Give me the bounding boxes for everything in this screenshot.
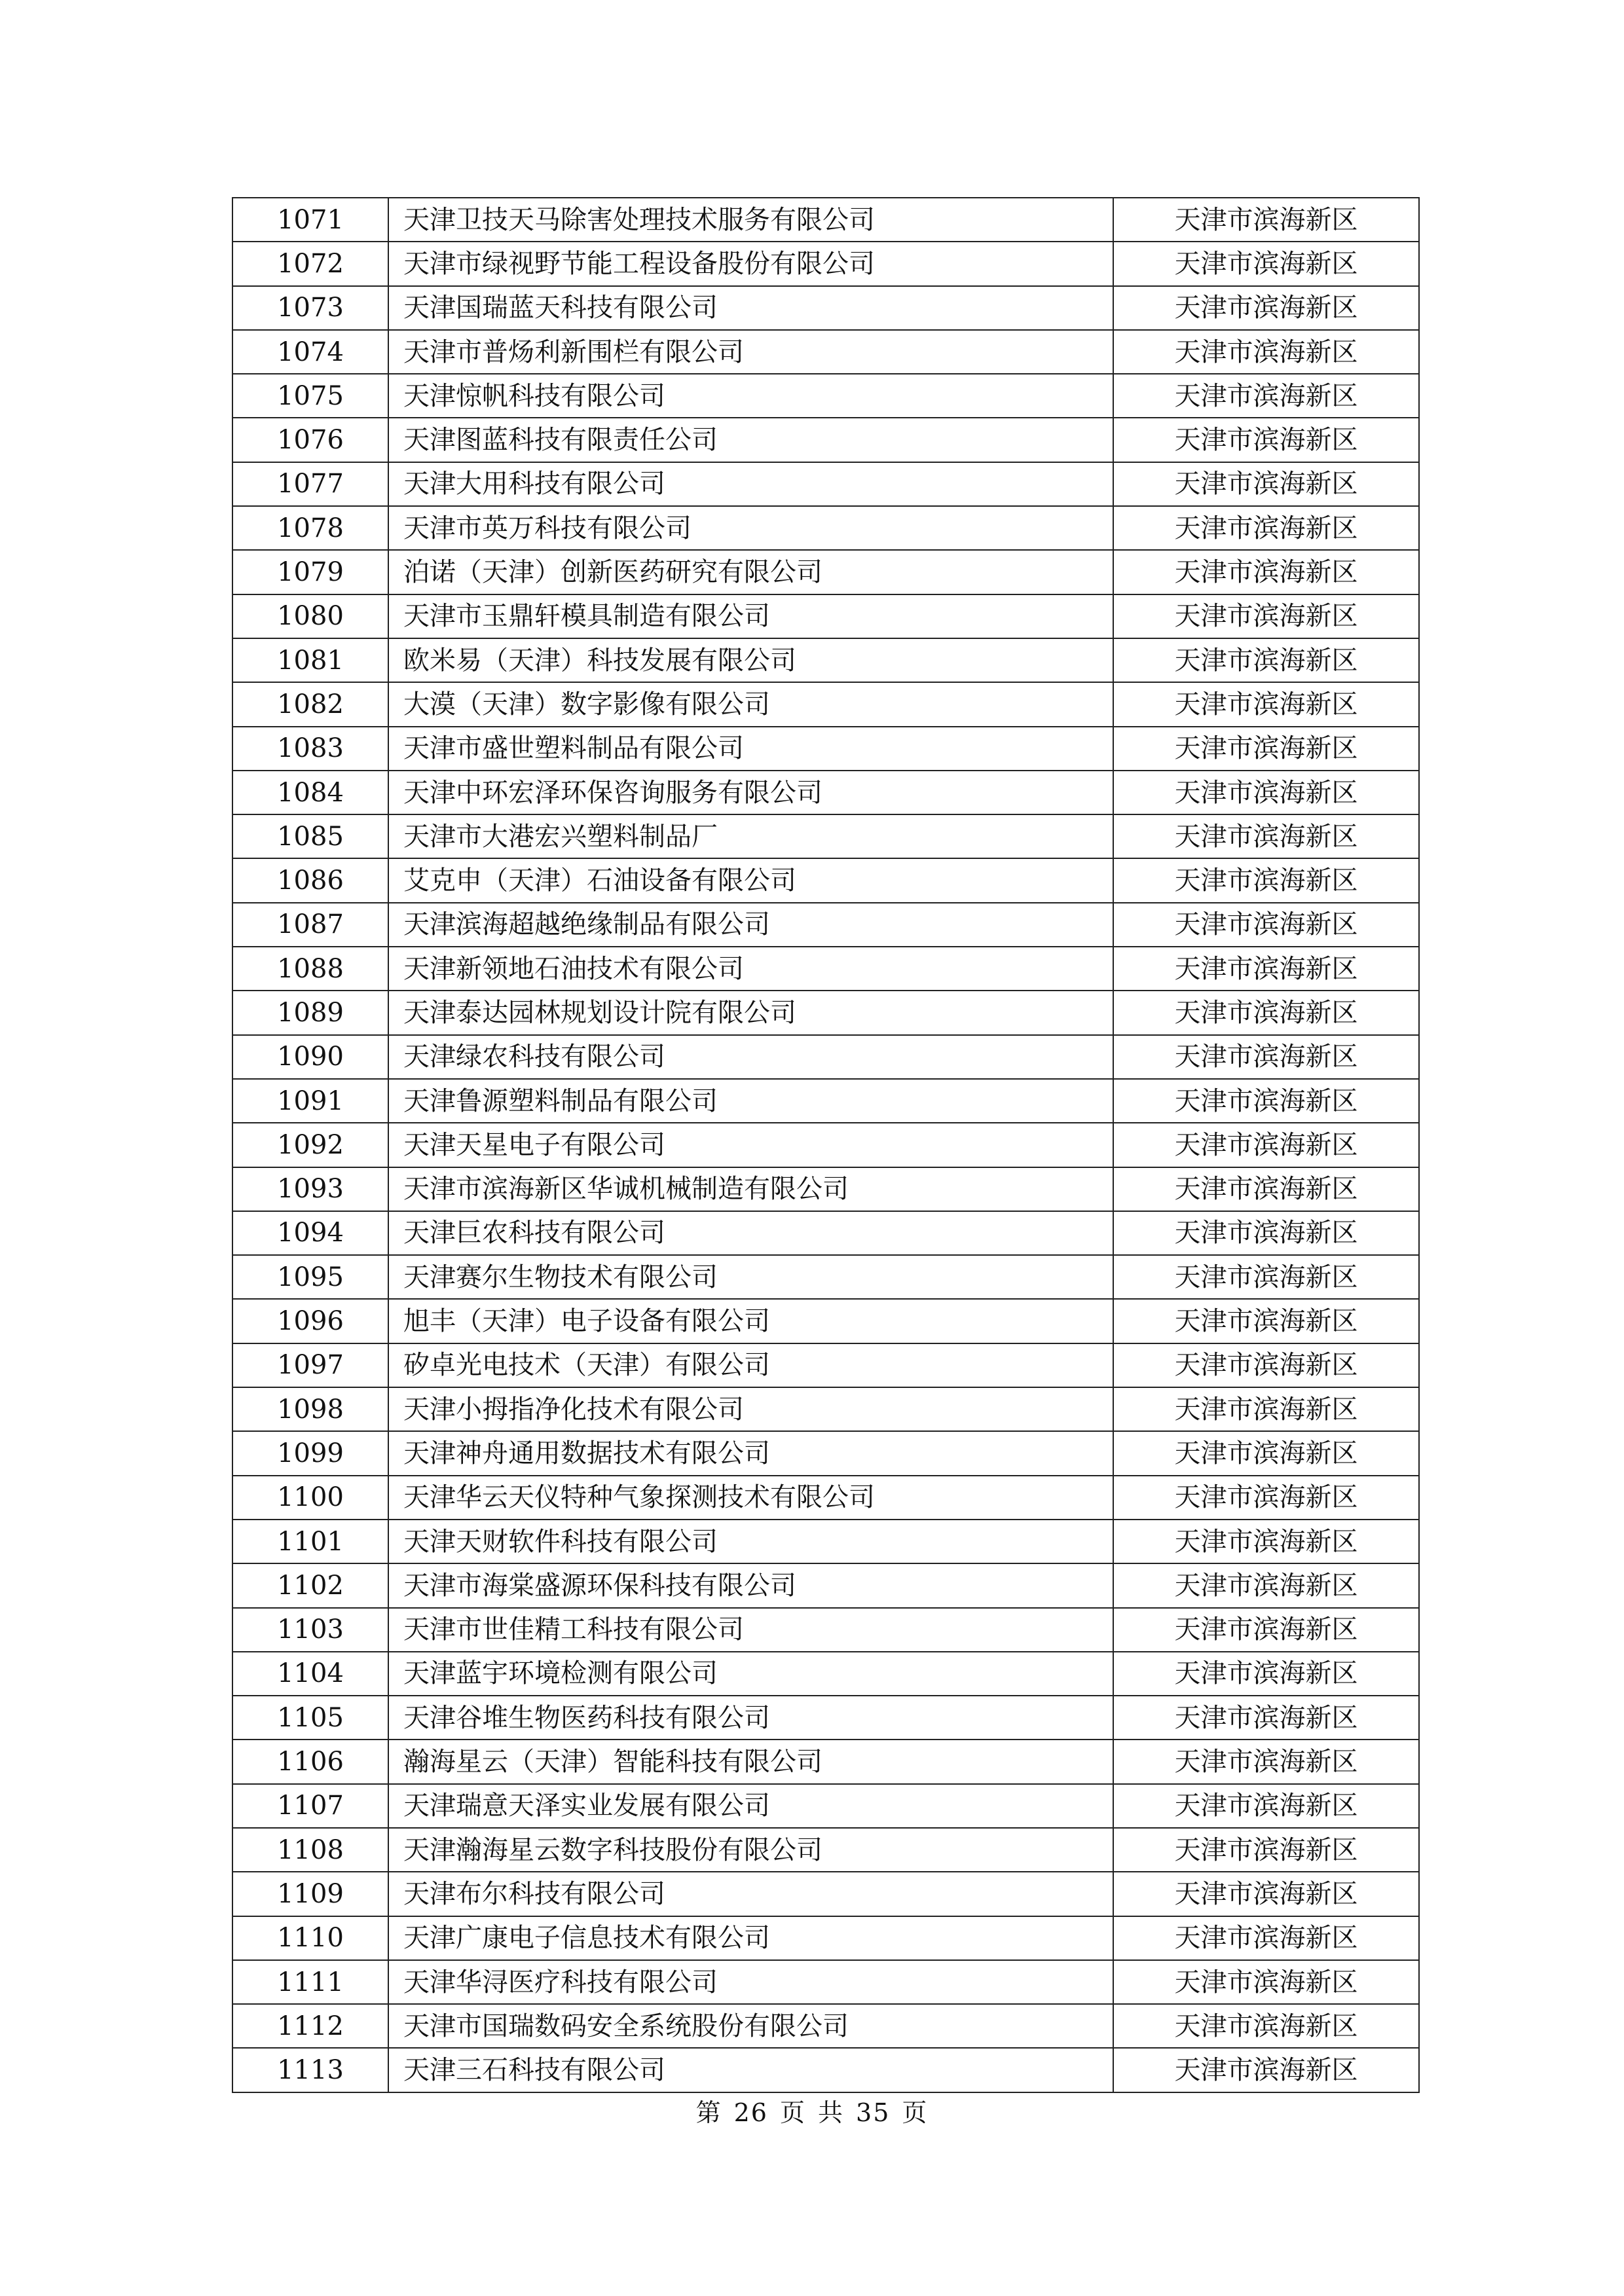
district-cell: 天津市滨海新区 — [1113, 858, 1419, 902]
company-name-cell: 天津新领地石油技术有限公司 — [388, 947, 1113, 991]
table-row — [232, 1167, 1419, 1211]
table-row — [232, 506, 1419, 550]
page-footer — [0, 2092, 1624, 2128]
row-number-cell: 1071 — [232, 198, 388, 242]
footer-prefix: 第 — [695, 2098, 722, 2127]
row-number-cell: 1087 — [232, 903, 388, 947]
company-name-cell: 天津图蓝科技有限责任公司 — [388, 418, 1113, 462]
company-name-cell: 天津市英万科技有限公司 — [388, 506, 1113, 550]
row-number-cell: 1084 — [232, 771, 388, 814]
table-body — [232, 198, 1419, 2092]
district-cell: 天津市滨海新区 — [1113, 727, 1419, 771]
table-row — [232, 947, 1419, 991]
table-row — [232, 771, 1419, 814]
district-cell: 天津市滨海新区 — [1113, 1387, 1419, 1431]
district-cell: 天津市滨海新区 — [1113, 1563, 1419, 1607]
table-row — [232, 242, 1419, 285]
footer-page-word: 页 — [779, 2098, 806, 2127]
row-number-cell: 1099 — [232, 1431, 388, 1475]
row-number-cell: 1079 — [232, 550, 388, 594]
company-name-cell: 天津绿农科技有限公司 — [388, 1035, 1113, 1079]
row-number-cell: 1102 — [232, 1563, 388, 1607]
district-cell: 天津市滨海新区 — [1113, 771, 1419, 814]
row-number-cell: 1100 — [232, 1476, 388, 1520]
company-name-cell: 天津滨海超越绝缘制品有限公司 — [388, 903, 1113, 947]
table-row — [232, 550, 1419, 594]
table-row — [232, 330, 1419, 374]
row-number-cell: 1095 — [232, 1255, 388, 1299]
company-list-table — [232, 197, 1420, 2093]
company-name-cell: 泊诺（天津）创新医药研究有限公司 — [388, 550, 1113, 594]
table-row — [232, 418, 1419, 462]
row-number-cell: 1101 — [232, 1520, 388, 1563]
district-cell: 天津市滨海新区 — [1113, 1960, 1419, 2004]
table-row — [232, 2048, 1419, 2092]
row-number-cell: 1077 — [232, 462, 388, 506]
company-name-cell: 天津市盛世塑料制品有限公司 — [388, 727, 1113, 771]
district-cell: 天津市滨海新区 — [1113, 1696, 1419, 1740]
table-row — [232, 682, 1419, 726]
table-row — [232, 1211, 1419, 1255]
company-name-cell: 天津谷堆生物医药科技有限公司 — [388, 1696, 1113, 1740]
district-cell: 天津市滨海新区 — [1113, 638, 1419, 682]
district-cell: 天津市滨海新区 — [1113, 1828, 1419, 1872]
district-cell: 天津市滨海新区 — [1113, 418, 1419, 462]
company-name-cell: 天津鲁源塑料制品有限公司 — [388, 1079, 1113, 1123]
company-name-cell: 天津赛尔生物技术有限公司 — [388, 1255, 1113, 1299]
table-row — [232, 814, 1419, 858]
table-row — [232, 1255, 1419, 1299]
company-name-cell: 天津神舟通用数据技术有限公司 — [388, 1431, 1113, 1475]
company-name-cell: 天津泰达园林规划设计院有限公司 — [388, 991, 1113, 1034]
table-row — [232, 286, 1419, 330]
company-name-cell: 天津瑞意天泽实业发展有限公司 — [388, 1784, 1113, 1828]
company-name-cell: 天津市普炀利新围栏有限公司 — [388, 330, 1113, 374]
row-number-cell: 1104 — [232, 1652, 388, 1696]
company-name-cell: 天津市玉鼎轩模具制造有限公司 — [388, 594, 1113, 638]
table-row — [232, 1740, 1419, 1783]
row-number-cell: 1112 — [232, 2004, 388, 2048]
company-name-cell: 天津市海棠盛源环保科技有限公司 — [388, 1563, 1113, 1607]
district-cell: 天津市滨海新区 — [1113, 682, 1419, 726]
company-name-cell: 天津市国瑞数码安全系统股份有限公司 — [388, 2004, 1113, 2048]
table-row — [232, 727, 1419, 771]
row-number-cell: 1076 — [232, 418, 388, 462]
table-row — [232, 1343, 1419, 1387]
district-cell: 天津市滨海新区 — [1113, 330, 1419, 374]
row-number-cell: 1094 — [232, 1211, 388, 1255]
row-number-cell: 1111 — [232, 1960, 388, 2004]
table-row — [232, 1079, 1419, 1123]
district-cell: 天津市滨海新区 — [1113, 1167, 1419, 1211]
district-cell: 天津市滨海新区 — [1113, 1299, 1419, 1343]
row-number-cell: 1089 — [232, 991, 388, 1034]
district-cell: 天津市滨海新区 — [1113, 903, 1419, 947]
company-name-cell: 天津布尔科技有限公司 — [388, 1872, 1113, 1916]
total-page-number: 35 — [856, 2098, 891, 2127]
row-number-cell: 1098 — [232, 1387, 388, 1431]
row-number-cell: 1088 — [232, 947, 388, 991]
table-row — [232, 991, 1419, 1034]
row-number-cell: 1107 — [232, 1784, 388, 1828]
district-cell: 天津市滨海新区 — [1113, 1608, 1419, 1652]
row-number-cell: 1080 — [232, 594, 388, 638]
district-cell: 天津市滨海新区 — [1113, 1123, 1419, 1167]
district-cell: 天津市滨海新区 — [1113, 1784, 1419, 1828]
company-name-cell: 天津惊帆科技有限公司 — [388, 374, 1113, 418]
footer-total-word: 共 — [818, 2098, 845, 2127]
row-number-cell: 1082 — [232, 682, 388, 726]
row-number-cell: 1083 — [232, 727, 388, 771]
district-cell: 天津市滨海新区 — [1113, 1520, 1419, 1563]
table-row — [232, 858, 1419, 902]
row-number-cell: 1072 — [232, 242, 388, 285]
district-cell: 天津市滨海新区 — [1113, 462, 1419, 506]
table-row — [232, 638, 1419, 682]
company-name-cell: 天津大用科技有限公司 — [388, 462, 1113, 506]
table-row — [232, 198, 1419, 242]
company-name-cell: 天津三石科技有限公司 — [388, 2048, 1113, 2092]
company-name-cell: 大漠（天津）数字影像有限公司 — [388, 682, 1113, 726]
district-cell: 天津市滨海新区 — [1113, 1872, 1419, 1916]
table-row — [232, 903, 1419, 947]
row-number-cell: 1103 — [232, 1608, 388, 1652]
company-name-cell: 天津华浔医疗科技有限公司 — [388, 1960, 1113, 2004]
company-name-cell: 天津小拇指净化技术有限公司 — [388, 1387, 1113, 1431]
company-name-cell: 天津蓝宇环境检测有限公司 — [388, 1652, 1113, 1696]
company-name-cell: 天津天星电子有限公司 — [388, 1123, 1113, 1167]
row-number-cell: 1086 — [232, 858, 388, 902]
table-row — [232, 1431, 1419, 1475]
table-row — [232, 1960, 1419, 2004]
row-number-cell: 1078 — [232, 506, 388, 550]
table-row — [232, 1608, 1419, 1652]
row-number-cell: 1109 — [232, 1872, 388, 1916]
company-name-cell: 天津广康电子信息技术有限公司 — [388, 1916, 1113, 1960]
company-name-cell: 天津市大港宏兴塑料制品厂 — [388, 814, 1113, 858]
company-name-cell: 天津市绿视野节能工程设备股份有限公司 — [388, 242, 1113, 285]
row-number-cell: 1085 — [232, 814, 388, 858]
table-row — [232, 1696, 1419, 1740]
row-number-cell: 1091 — [232, 1079, 388, 1123]
table-row — [232, 1387, 1419, 1431]
table-row — [232, 1652, 1419, 1696]
company-name-cell: 天津华云天仪特种气象探测技术有限公司 — [388, 1476, 1113, 1520]
company-name-cell: 天津中环宏泽环保咨询服务有限公司 — [388, 771, 1113, 814]
district-cell: 天津市滨海新区 — [1113, 242, 1419, 285]
table-row — [232, 1563, 1419, 1607]
row-number-cell: 1093 — [232, 1167, 388, 1211]
district-cell: 天津市滨海新区 — [1113, 198, 1419, 242]
district-cell: 天津市滨海新区 — [1113, 550, 1419, 594]
district-cell: 天津市滨海新区 — [1113, 1211, 1419, 1255]
company-name-cell: 天津卫技天马除害处理技术服务有限公司 — [388, 198, 1113, 242]
row-number-cell: 1106 — [232, 1740, 388, 1783]
row-number-cell: 1113 — [232, 2048, 388, 2092]
table-row — [232, 1123, 1419, 1167]
table-row — [232, 1476, 1419, 1520]
row-number-cell: 1081 — [232, 638, 388, 682]
district-cell: 天津市滨海新区 — [1113, 1343, 1419, 1387]
company-name-cell: 天津天财软件科技有限公司 — [388, 1520, 1113, 1563]
district-cell: 天津市滨海新区 — [1113, 594, 1419, 638]
district-cell: 天津市滨海新区 — [1113, 1916, 1419, 1960]
district-cell: 天津市滨海新区 — [1113, 1476, 1419, 1520]
table-row — [232, 374, 1419, 418]
row-number-cell: 1110 — [232, 1916, 388, 1960]
table-row — [232, 1916, 1419, 1960]
row-number-cell: 1108 — [232, 1828, 388, 1872]
row-number-cell: 1074 — [232, 330, 388, 374]
footer-page-word-end: 页 — [902, 2098, 929, 2127]
district-cell: 天津市滨海新区 — [1113, 506, 1419, 550]
company-name-cell: 旭丰（天津）电子设备有限公司 — [388, 1299, 1113, 1343]
table-row — [232, 1784, 1419, 1828]
row-number-cell: 1075 — [232, 374, 388, 418]
company-name-cell: 瀚海星云（天津）智能科技有限公司 — [388, 1740, 1113, 1783]
company-name-cell: 天津瀚海星云数字科技股份有限公司 — [388, 1828, 1113, 1872]
district-cell: 天津市滨海新区 — [1113, 2048, 1419, 2092]
district-cell: 天津市滨海新区 — [1113, 374, 1419, 418]
company-name-cell: 艾克申（天津）石油设备有限公司 — [388, 858, 1113, 902]
company-name-cell: 天津国瑞蓝天科技有限公司 — [388, 286, 1113, 330]
row-number-cell: 1092 — [232, 1123, 388, 1167]
row-number-cell: 1073 — [232, 286, 388, 330]
company-name-cell: 矽卓光电技术（天津）有限公司 — [388, 1343, 1113, 1387]
company-name-cell: 天津市滨海新区华诚机械制造有限公司 — [388, 1167, 1113, 1211]
current-page-number: 26 — [733, 2098, 768, 2127]
company-name-cell: 欧米易（天津）科技发展有限公司 — [388, 638, 1113, 682]
district-cell: 天津市滨海新区 — [1113, 286, 1419, 330]
table-row — [232, 594, 1419, 638]
row-number-cell: 1105 — [232, 1696, 388, 1740]
table-row — [232, 1872, 1419, 1916]
district-cell: 天津市滨海新区 — [1113, 991, 1419, 1034]
district-cell: 天津市滨海新区 — [1113, 814, 1419, 858]
company-name-cell: 天津巨农科技有限公司 — [388, 1211, 1113, 1255]
table-row — [232, 1828, 1419, 1872]
district-cell: 天津市滨海新区 — [1113, 2004, 1419, 2048]
district-cell: 天津市滨海新区 — [1113, 1652, 1419, 1696]
district-cell: 天津市滨海新区 — [1113, 1035, 1419, 1079]
row-number-cell: 1090 — [232, 1035, 388, 1079]
district-cell: 天津市滨海新区 — [1113, 947, 1419, 991]
district-cell: 天津市滨海新区 — [1113, 1255, 1419, 1299]
district-cell: 天津市滨海新区 — [1113, 1740, 1419, 1783]
row-number-cell: 1096 — [232, 1299, 388, 1343]
table-row — [232, 462, 1419, 506]
company-name-cell: 天津市世佳精工科技有限公司 — [388, 1608, 1113, 1652]
row-number-cell: 1097 — [232, 1343, 388, 1387]
district-cell: 天津市滨海新区 — [1113, 1431, 1419, 1475]
district-cell: 天津市滨海新区 — [1113, 1079, 1419, 1123]
table-row — [232, 1299, 1419, 1343]
table-row — [232, 1035, 1419, 1079]
table-row — [232, 1520, 1419, 1563]
table-row — [232, 2004, 1419, 2048]
